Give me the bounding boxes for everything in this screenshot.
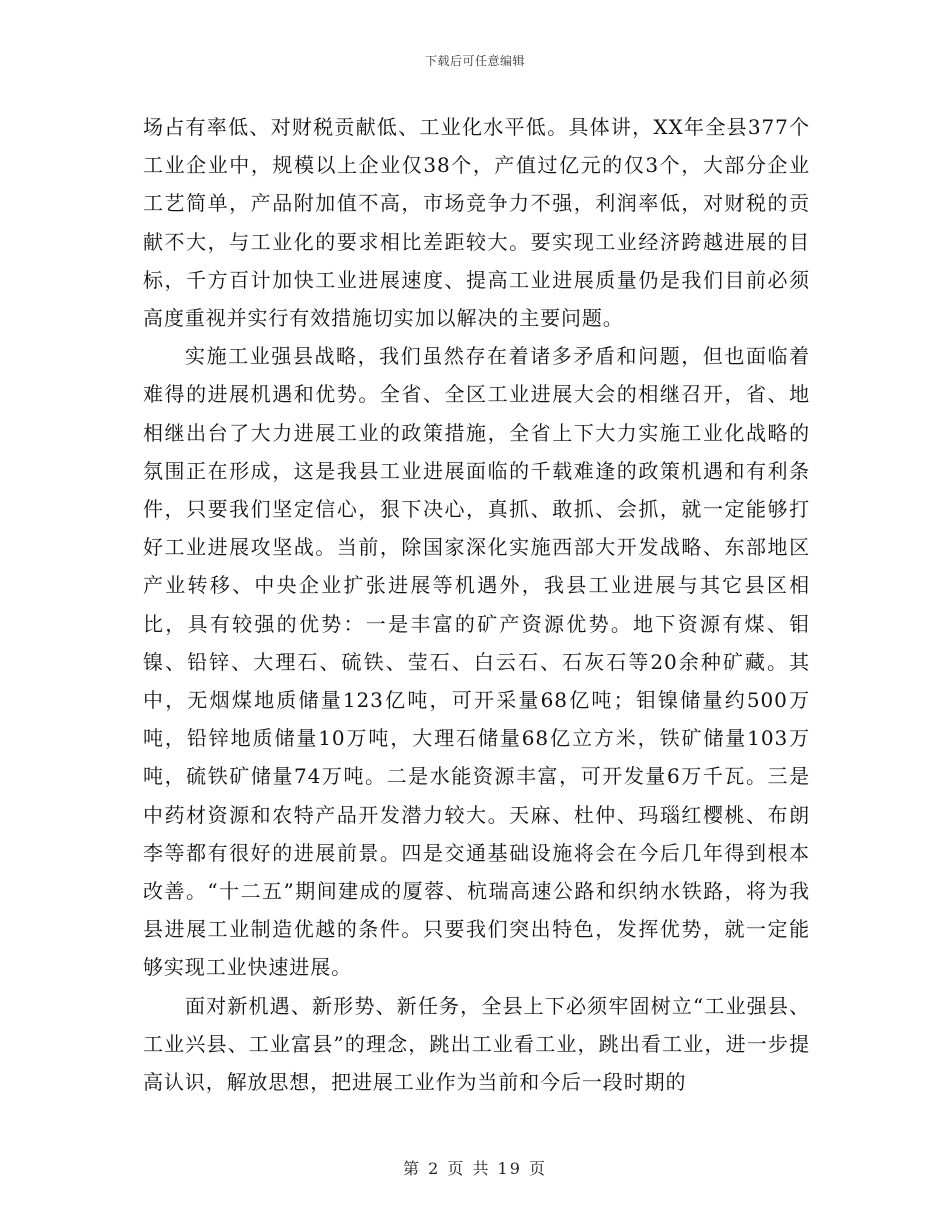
paragraph-3: 面对新机遇、新形势、新任务，全县上下必须牢固树立“工业强县、工业兴县、工业富县”的理念，跳出工业看工业，跳出看工业，进一步提高认识，解放思想，把进展工业作为当前和今后一段时期的 (143, 993, 810, 1095)
page-number-footer: 第 2 页 共 19 页 (403, 1159, 547, 1178)
document-body (143, 108, 810, 1101)
page-header: 下载后可任意编辑 (424, 54, 525, 68)
paragraph-1: 场占有率低、对财税贡献低、工业化水平低。具体讲，XX年全县377个工业企业中，规模以上企业仅38个，产值过亿元的仅3个，大部分企业工艺简单，产品附加值不高，市场竞争力不强，利润率低，对财税的贡献不大，与工业化的要求相比差距较大。要实现工业经济跨越进展的目标，千方百计加快工业进展速度、提高工业进展质量仍是我们目前必须高度重视并实行有效措施切实加以解决的主要问题。 (143, 115, 810, 331)
paragraph-2: 实施工业强县战略，我们虽然存在着诸多矛盾和问题，但也面临着难得的进展机遇和优势。全省、全区工业进展大会的相继召开，省、地相继出台了大力进展工业的政策措施，全省上下大力实施工业化战略的氛围正在形成，这是我县工业进展面临的千载难逢的政策机遇和有利条件，只要我们坚定信心，狠下决心，真抓、敢抓、会抓，就一定能够打好工业进展攻坚战。当前，除国家深化实施西部大开发战略、东部地区产业转移、中央企业扩张进展等机遇外，我县工业进展与其它县区相比，具有较强的优势：一是丰富的矿产资源优势。地下资源有煤、钼镍、铅锌、大理石、硫铁、莹石、白云石、石灰石等20余种矿藏。其中，无烟煤地质储量123亿吨，可开采量68亿吨；钼镍储量约500万吨，铅锌地质储量10万吨，大理石储量68亿立方米，铁矿储量103万吨，硫铁矿储量74万吨。二是水能资源丰富，可开发量6万千瓦。三是中药材资源和农特产品开发潜力较大。天麻、杜仲、玛瑙红樱桃、布朗李等都有很好的进展前景。四是交通基础设施将会在今后几年得到根本改善。“十二五”期间建成的厦蓉、杭瑞高速公路和织纳水铁路，将为我县进展工业制造优越的条件。只要我们突出特色，发挥优势，就一定能够实现工业快速进展。 (143, 344, 810, 980)
